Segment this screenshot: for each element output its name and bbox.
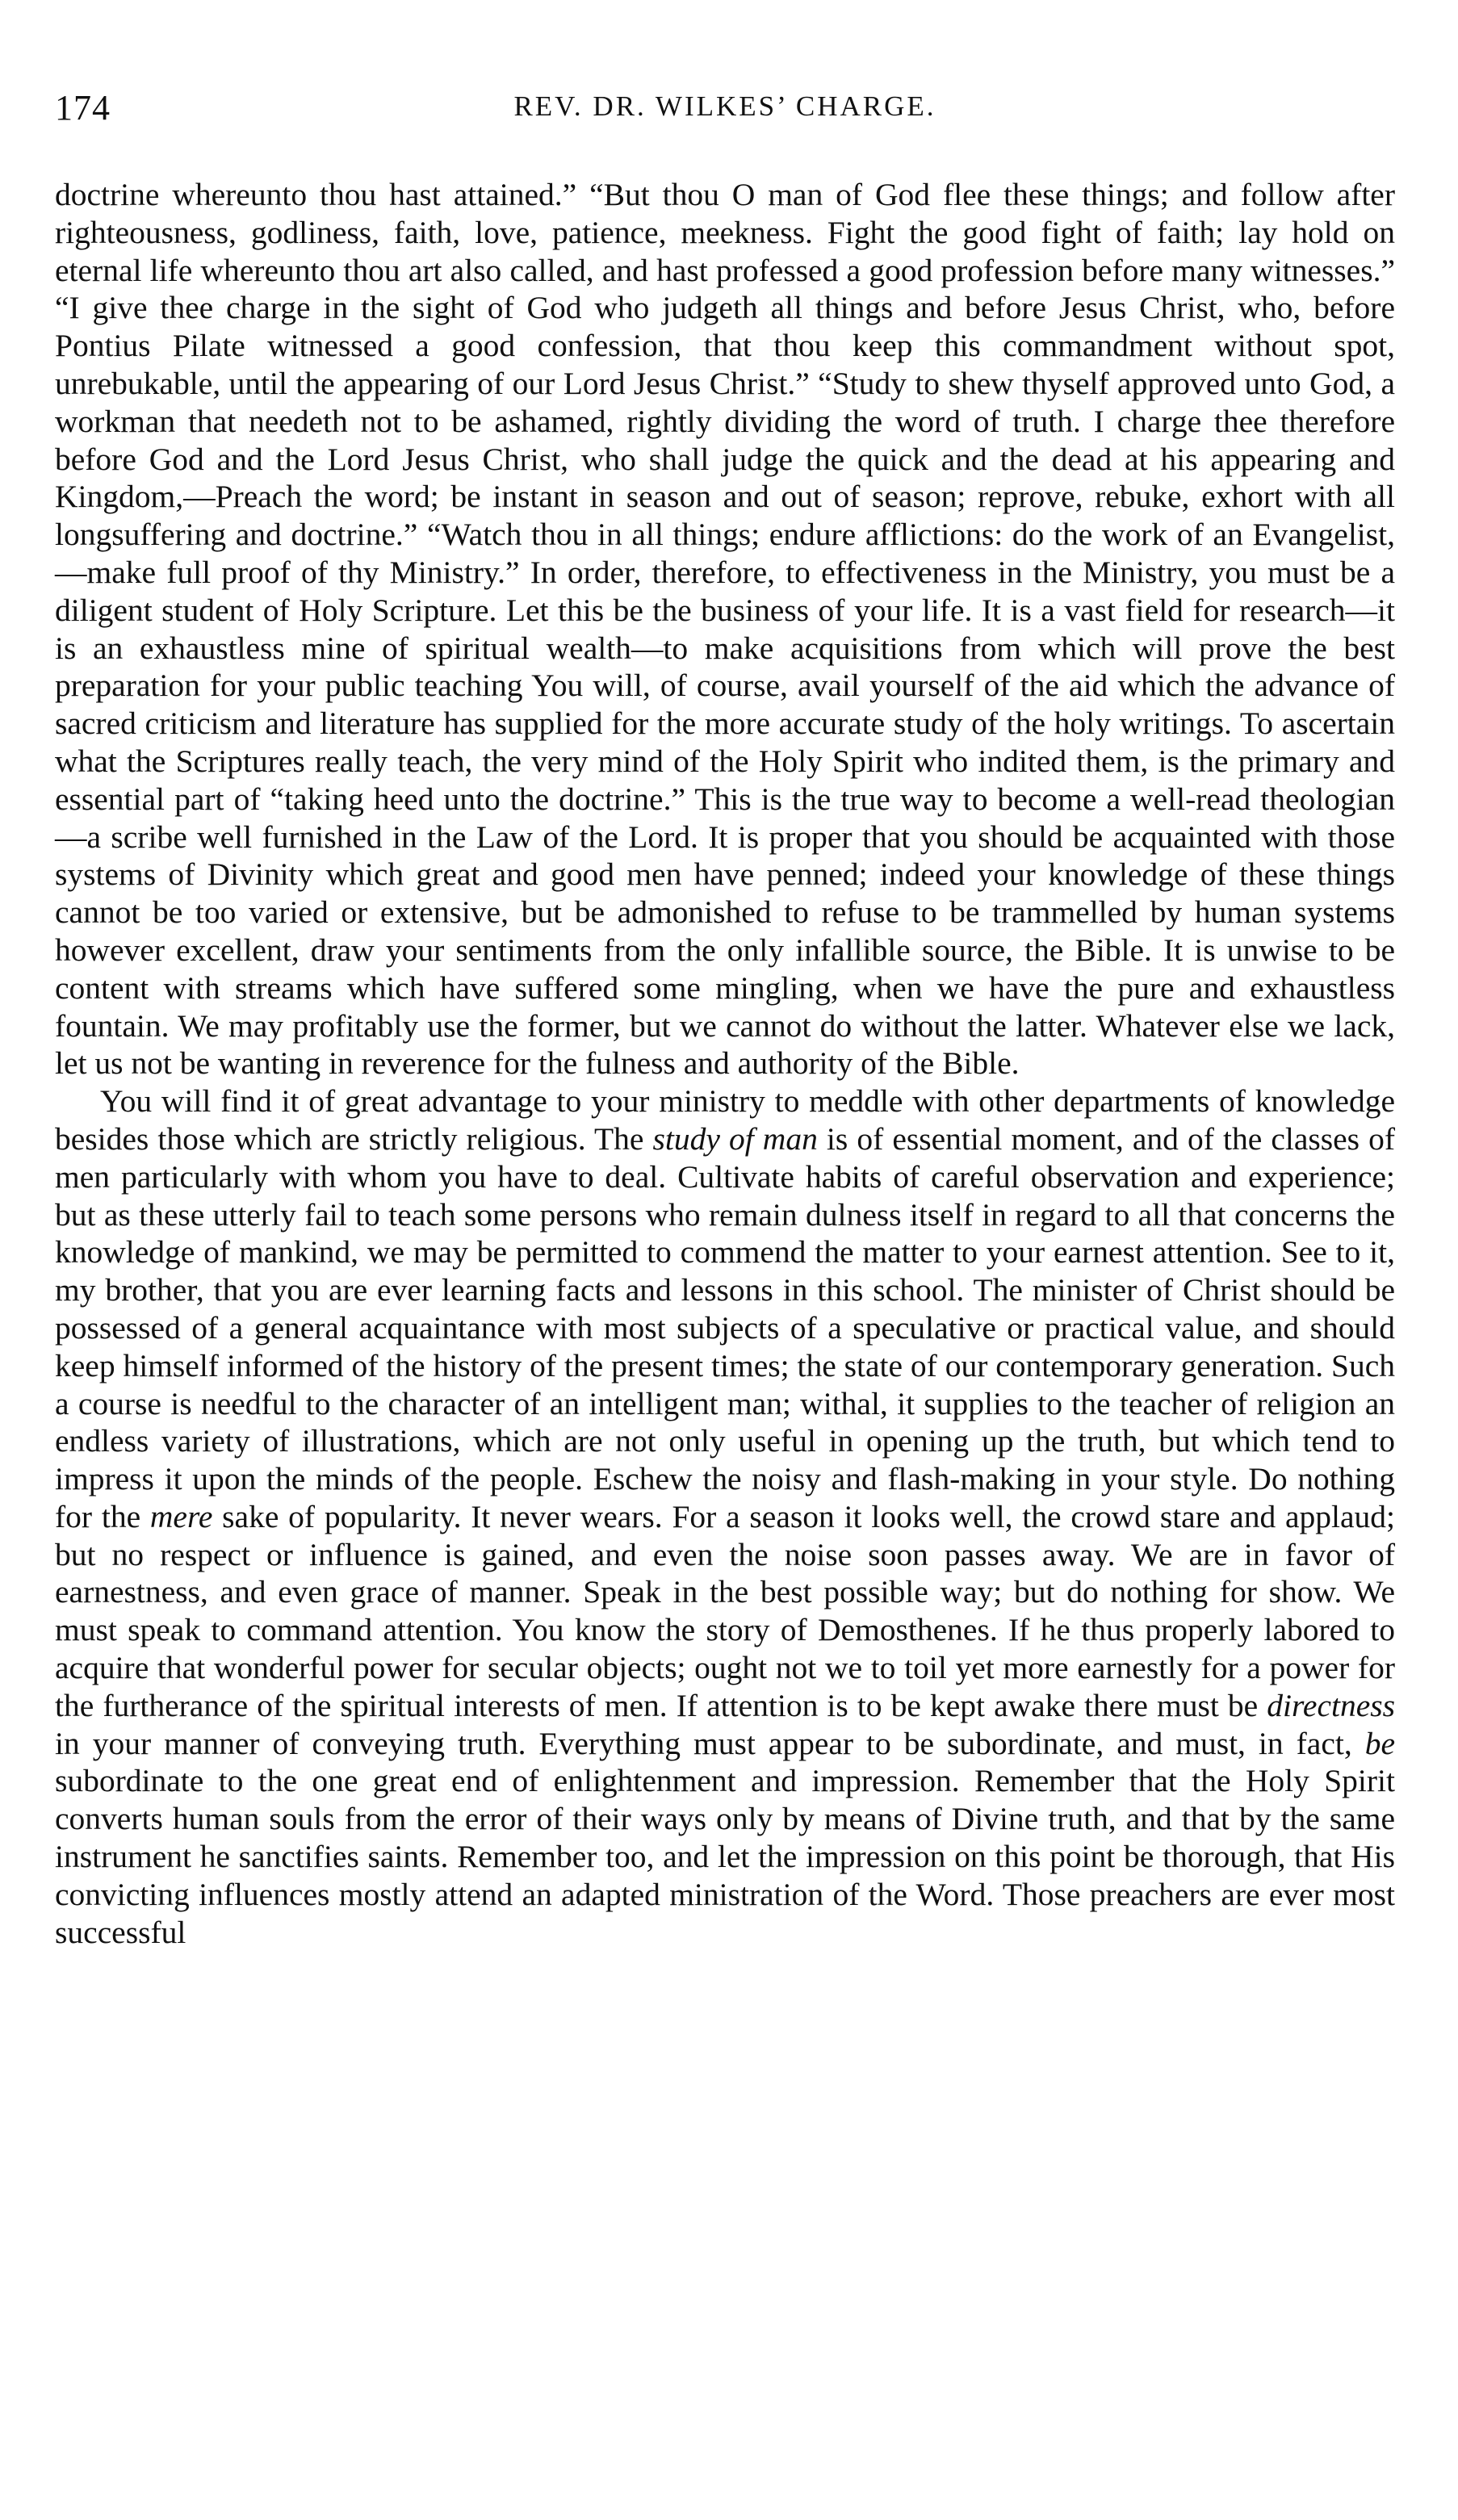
paragraph [55,176,1403,1082]
running-title: REV. DR. WILKES’ CHARGE. [513,90,936,122]
body-text [55,176,1403,1951]
paragraph [55,1082,1403,1951]
book-page [55,87,1403,1951]
italic-run: study of man [652,1120,818,1157]
text-run: doctrine whereunto thou hast attained.” “But thou O man of God flee these things; and follow after righteousness, godliness, faith, love, patience, meekness. Fight the good fight of faith; lay hold on eternal life whereunto thou art also called, and hast professed a good profession before many witnesses.” “I give thee charge in the sight of God who judgeth all things and before Jesus Christ, who, before Pontius Pilate witnessed a good confession, that thou keep this commandment without spot, unrebukable, until the appearing of our Lord Jesus Christ.” “Study to shew thyself approved unto God, a workman that needeth not to be ashamed, rightly dividing the word of truth. I charge thee therefore before God and the Lord Jesus Christ, who shall judge the quick and the dead at his appearing and Kingdom,—Preach the word; be instant in season and out of season; reprove, rebuke, exhort with all longsuffering and doctrine.” “Watch thou in all things; endure afflictions: do the work of an Evangelist,—make full proof of thy Ministry.” In order, therefore, to effectiveness in the Ministry, you must be a diligent student of Holy Scripture. Let this be the business of your life. It is a vast field for research—it is an exhaustless mine of spiritual wealth—to make acquisitions from which will prove the best preparation for your public teaching You will, of course, avail yourself of the aid which the advance of sacred criticism and literature has supplied for the more accurate study of the holy writings. To ascertain what the Scriptures really teach, the very mind of the Holy Spirit who indited them, is the primary and essential part of “taking heed unto the doctrine.” This is the true way to become a well-read theologian—a scribe well furnished in the Law of the Lord. It is proper that you should be acquainted with those systems of Divinity which great and good men have penned; indeed your knowledge of these things cannot be too varied or extensive, but be admonished to refuse to be trammelled by human systems however excellent, draw your sentiments from the only infallible source, the Bible. It is unwise to be content with streams which have suffered some mingling, when we have the pure and exhaustless fountain. We may profitably use the former, but we cannot do without the latter. Whatever else we lack, let us not be wanting in reverence for the fulness and authority of the Bible. [55,177,1403,1082]
italic-run: be [1364,1725,1395,1761]
page-number: 174 [55,88,111,128]
italic-run: directness [1267,1687,1395,1723]
text-run: in your manner of conveying truth. Everything must appear to be subordinate, and must, in fact, [55,1687,1403,1761]
running-header [55,87,1395,136]
text-run: You will find it of great advantage to your ministry to meddle with other departments of knowledge besides those which are strictly religious. The [55,1083,1403,1157]
text-run: sake of popularity. It never wears. For a season it looks well, the crowd stare and applaud; but no respect or influence is gained, and even the noise soon passes away. We are in favor of earnestness, and even grace of manner. Speak in the best possible way; but do nothing for show. We must speak to command attention. You know the story of Demosthenes. If he thus properly labored to acquire that wonderful power for secular objects; ought not we to toil yet more earnestly for a power for the furtherance of the spiritual interests of men. If attention is to be kept awake there must be [55,1498,1403,1723]
text-run: subordinate to the one great end of enlightenment and impression. Remember that the Holy Spirit converts human souls from the error of their ways only by means of Divine truth, and that by the same instrument he sanctifies saints. Remember too, and let the impression on this point be thorough, that His convicting influences mostly attend an adapted ministration of the Word. Those preachers are ever most successful [55,1725,1403,1950]
text-run: is of essential moment, and of the classes of men particularly with whom you have to deal. Cultivate habits of careful observation and experience; but as these utterly fail to teach some persons who remain dulness itself in regard to all that concerns the knowledge of mankind, we may be permitted to commend the matter to your earnest attention. See to it, my brother, that you are ever learning facts and lessons in this school. The minister of Christ should be possessed of a general acquaintance with most subjects of a speculative or practical value, and should keep himself informed of the history of the present times; the state of our contemporary generation. Such a course is needful to the character of an intelligent man; withal, it supplies to the teacher of religion an endless variety of illustrations, which are not only useful in opening up the truth, but which tend to impress it upon the minds of the people. Eschew the noisy and flash-making in your style. Do nothing for the [55,1120,1403,1534]
italic-run: mere [149,1498,213,1534]
